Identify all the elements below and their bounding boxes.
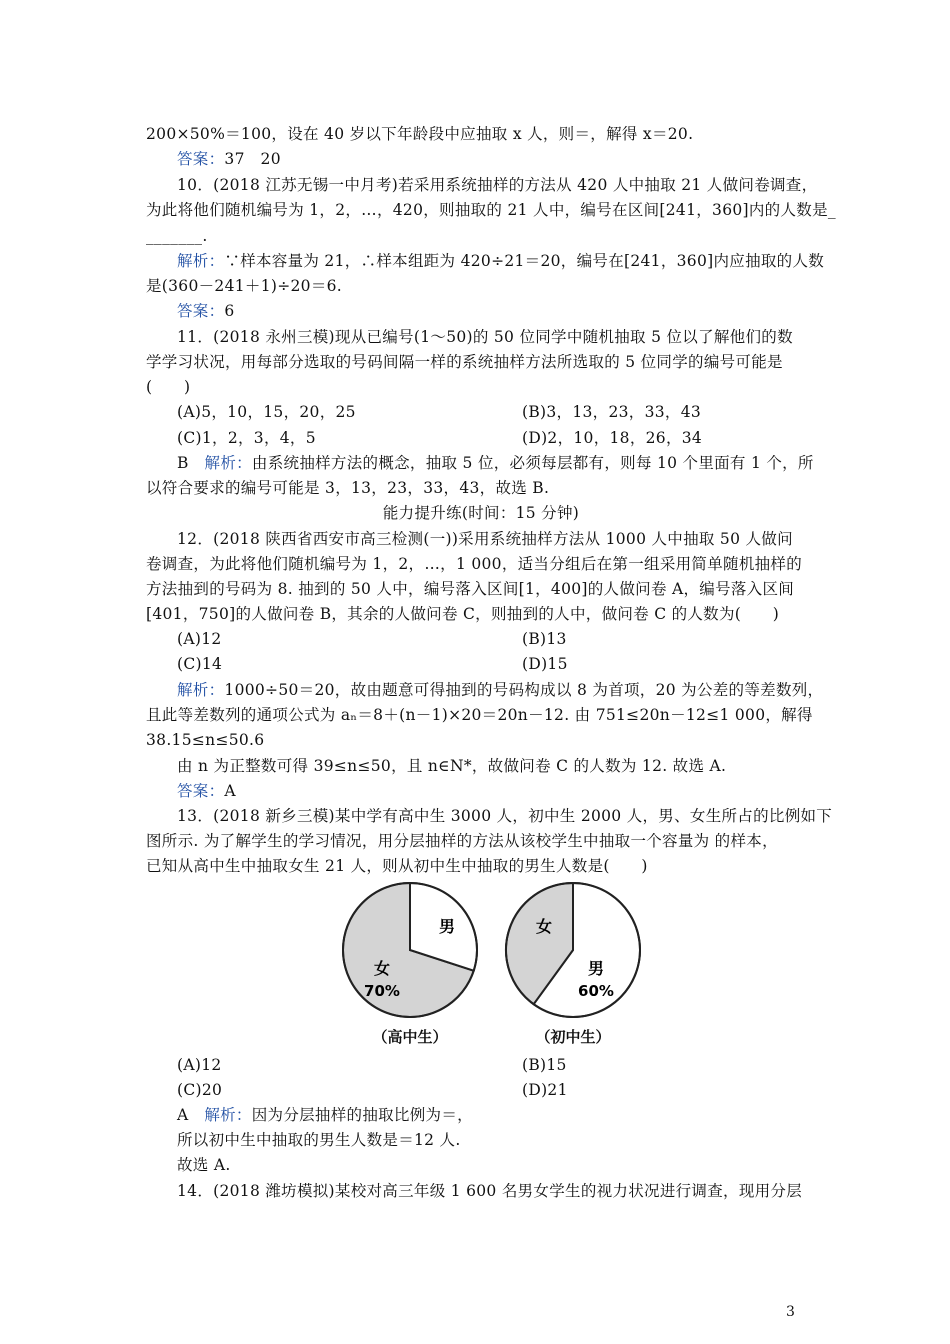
question-10-line: 为此将他们随机编号为 1，2，…，420，则抽取的 21 人中，编号在区间[241，360]内的人数是_ xyxy=(146,201,836,219)
question-13-line: 图所示. 为了解学生的学习情况，用分层抽样的方法从该校学生中抽取一个容量为 的样本， xyxy=(146,832,778,850)
question-11-line: ( ) xyxy=(146,378,191,396)
answer-value: 6 xyxy=(224,302,235,320)
answer-label: 答案： xyxy=(177,782,225,800)
solution-12-line: 38.15≤n≤50.6 xyxy=(146,731,265,749)
solution-label: 解析： xyxy=(177,681,225,699)
page-number: 3 xyxy=(786,1304,795,1320)
option-b: (B)15 xyxy=(522,1056,567,1074)
answer-label: 答案： xyxy=(177,302,225,320)
solution-10-line: 是(360－241＋1)÷20＝6. xyxy=(146,277,343,295)
solution-11-line xyxy=(177,453,847,473)
solution-label: 解析： xyxy=(204,454,252,472)
pie-caption: （高中生） xyxy=(372,1028,448,1046)
pie-label-female: 女 xyxy=(535,917,553,936)
option-d: (D)2，10，18，26，34 xyxy=(522,429,703,447)
answer-value: 37 20 xyxy=(224,150,281,168)
solution-12-line xyxy=(177,680,847,700)
option-d: (D)15 xyxy=(522,655,568,673)
question-12-line: 卷调查，为此将他们随机编号为 1，2，…，1 000，适当分组后在第一组采用简单随机抽样的 xyxy=(146,555,803,573)
option-d: (D)21 xyxy=(522,1081,568,1099)
answer-line xyxy=(177,149,847,169)
solution-text: 由系统抽样方法的概念，抽取 5 位，必须每层都有，则每 10 个里面有 1 个，所 xyxy=(251,454,814,472)
pie-chart-middle-school xyxy=(493,880,653,1060)
answer-12-line xyxy=(177,781,847,801)
solution-text: ∵样本容量为 21，∴样本组距为 420÷21＝20，编号在[241，360]内应抽取的人数 xyxy=(224,252,825,270)
pie-caption: （初中生） xyxy=(535,1028,611,1046)
question-12-line: 方法抽到的号码为 8. 抽到的 50 人中，编号落入区间[1，400]的人做问卷 A，编号落入区间 xyxy=(146,580,795,598)
pie-pct-male: 60% xyxy=(578,982,614,1000)
text-line: 200×50%＝100，设在 40 岁以下年龄段中应抽取 x 人，则＝，解得 x＝20. xyxy=(146,125,694,143)
answer-value: A xyxy=(224,782,236,800)
pie-label-male: 男 xyxy=(438,917,456,936)
question-13-line: 已知从高中生中抽取女生 21 人，则从初中生中抽取的男生人数是( ) xyxy=(146,857,648,875)
pie-pct-female: 70% xyxy=(364,982,400,1000)
answer-label: 答案： xyxy=(177,150,225,168)
question-13-line: 13．(2018 新乡三模)某中学有高中生 3000 人，初中生 2000 人，男、女生所占的比例如下 xyxy=(177,807,833,825)
solution-12-line: 且此等差数列的通项公式为 aₙ＝8＋(n－1)×20＝20n－12. 由 751≤20n－12≤1 000，解得 xyxy=(146,706,813,724)
option-c: (C)14 xyxy=(177,655,223,673)
pie-svg-high-school xyxy=(330,880,490,1020)
solution-letter: A xyxy=(177,1106,189,1124)
option-b: (B)13 xyxy=(522,630,567,648)
question-11-line: 11．(2018 永州三模)现从已编号(1～50)的 50 位同学中随机抽取 5 位以了解他们的数 xyxy=(177,328,793,346)
solution-label: 解析： xyxy=(204,1106,252,1124)
question-14-line: 14．(2018 潍坊模拟)某校对高三年级 1 600 名男女学生的视力状况进行调查，现用分层 xyxy=(177,1182,803,1200)
option-b: (B)3，13，23，33，43 xyxy=(522,403,702,421)
solution-11-line: 以符合要求的编号可能是 3，13，23，33，43，故选 B. xyxy=(146,479,550,497)
pie-label-female: 女 xyxy=(373,959,391,978)
solution-label: 解析： xyxy=(177,252,225,270)
solution-letter: B xyxy=(177,454,189,472)
option-a: (A)12 xyxy=(177,630,222,648)
solution-13-line xyxy=(177,1105,847,1125)
question-12-line: [401，750]的人做问卷 B，其余的人做问卷 C，则抽到的人中，做问卷 C 的人数为( ) xyxy=(146,605,780,623)
option-c: (C)20 xyxy=(177,1081,223,1099)
question-11-line: 学学习状况，用每部分选取的号码间隔一样的系统抽样方法所选取的 5 位同学的编号可能是 xyxy=(146,353,783,371)
solution-text: 1000÷50＝20，故由题意可得抽到的号码构成以 8 为首项，20 为公差的等差数列， xyxy=(224,681,824,699)
solution-13-line: 故选 A. xyxy=(177,1156,231,1174)
solution-10-line xyxy=(177,251,847,271)
option-a: (A)12 xyxy=(177,1056,222,1074)
question-12-line: 12．(2018 陕西省西安市高三检测(一))采用系统抽样方法从 1000 人中抽取 50 人做问 xyxy=(177,530,793,548)
pie-svg-middle-school xyxy=(493,880,653,1020)
solution-12-line: 由 n 为正整数可得 39≤n≤50，且 n∈N*，故做问卷 C 的人数为 12. 故选 A. xyxy=(177,757,727,775)
question-10-line: _______. xyxy=(146,227,208,245)
answer-10-line xyxy=(177,301,847,321)
section-heading: 能力提升练(时间：15 分钟) xyxy=(382,504,580,522)
pie-label-male: 男 xyxy=(587,959,605,978)
option-a: (A)5，10，15，20，25 xyxy=(177,403,356,421)
option-c: (C)1，2，3，4，5 xyxy=(177,429,316,447)
pie-chart-high-school xyxy=(330,880,490,1060)
solution-text: 因为分层抽样的抽取比例为＝， xyxy=(251,1106,473,1124)
solution-13-line: 所以初中生中抽取的男生人数是＝12 人. xyxy=(177,1131,461,1149)
question-10-line: 10．(2018 江苏无锡一中月考)若采用系统抽样的方法从 420 人中抽取 21 人做问卷调查， xyxy=(177,176,818,194)
